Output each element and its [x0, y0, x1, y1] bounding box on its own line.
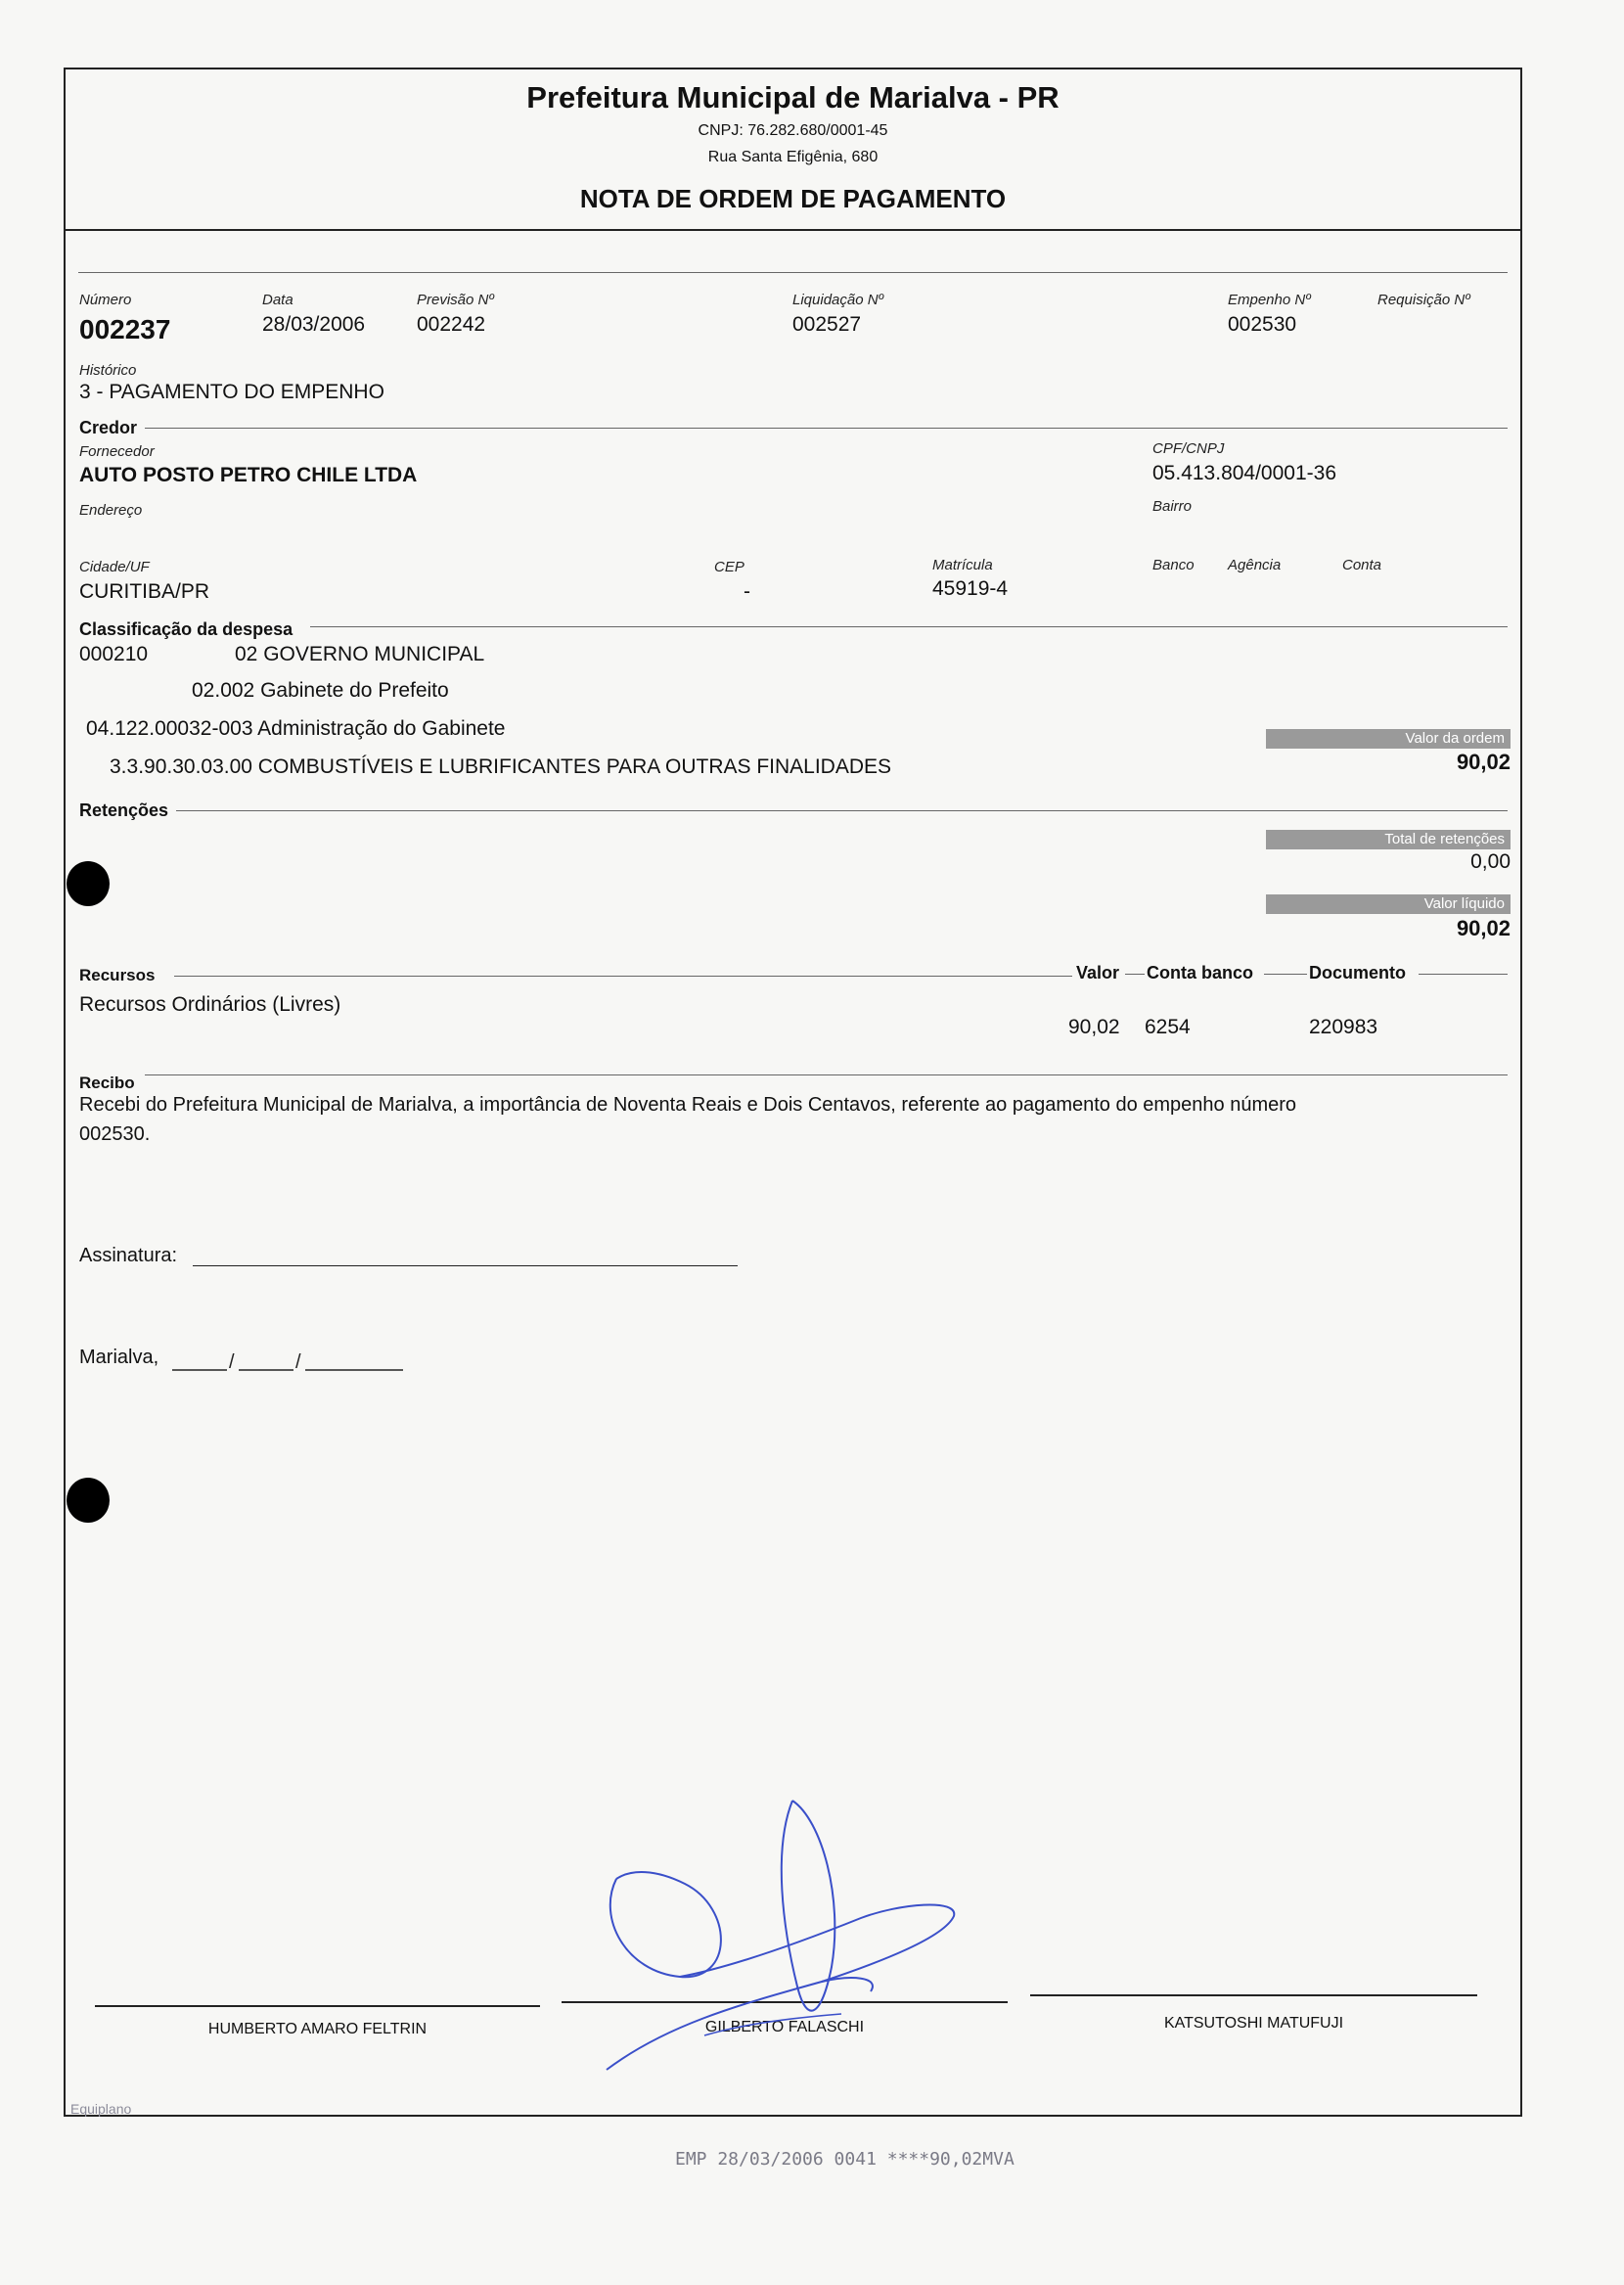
- recibo-section: Recibo: [79, 1074, 135, 1092]
- cep-value: -: [744, 580, 750, 603]
- requisicao-label: Requisição Nº: [1377, 292, 1470, 308]
- matricula-value: 45919-4: [932, 577, 1009, 600]
- cep-label: CEP: [714, 559, 744, 575]
- signatory-2: GILBERTO FALASCHI: [704, 2019, 865, 2035]
- fornecedor-value: AUTO POSTO PETRO CHILE LTDA: [79, 464, 418, 486]
- bairro-label: Bairro: [1152, 498, 1193, 515]
- svg-text:/: /: [229, 1351, 235, 1372]
- conta-label: Conta: [1342, 557, 1382, 573]
- recursos-rule-3: [1264, 974, 1307, 975]
- data-label: Data: [262, 292, 293, 308]
- header-divider: [64, 229, 1522, 231]
- signature-line-1: [95, 2005, 540, 2007]
- recibo-text-line2: 002530.: [79, 1123, 151, 1145]
- historico-label: Histórico: [79, 362, 137, 379]
- fornecedor-label: Fornecedor: [79, 443, 155, 460]
- svg-text:/: /: [295, 1351, 301, 1372]
- valor-liquido-label: Valor líquido: [1266, 894, 1511, 914]
- classificacao-org: 02 GOVERNO MUNICIPAL: [235, 643, 485, 665]
- mechanical-stamp: EMP 28/03/2006 0041 ****90,02MVA: [675, 2149, 1015, 2170]
- assinatura-label: Assinatura:: [79, 1245, 178, 1266]
- recibo-rule: [145, 1074, 1508, 1075]
- local-data-label: Marialva,: [79, 1347, 159, 1368]
- historico-value: 3 - PAGAMENTO DO EMPENHO: [79, 381, 384, 403]
- cpf-value: 05.413.804/0001-36: [1152, 462, 1337, 484]
- empenho-value: 002530: [1228, 313, 1297, 336]
- classificacao-program: 04.122.00032-003 Administração do Gabinete: [86, 717, 506, 740]
- data-value: 28/03/2006: [262, 313, 366, 336]
- cidade-value: CURITIBA/PR: [79, 580, 210, 603]
- agencia-label: Agência: [1228, 557, 1282, 573]
- total-retencoes-value: 0,00: [1470, 850, 1511, 873]
- valor-liquido-value: 90,02: [1456, 916, 1511, 940]
- classificacao-section: Classificação da despesa: [79, 619, 293, 639]
- liquidacao-label: Liquidação Nº: [792, 292, 884, 308]
- recursos-section: Recursos: [79, 966, 156, 984]
- empenho-label: Empenho Nº: [1228, 292, 1311, 308]
- date-blanks: [172, 1350, 407, 1372]
- equiplano-brand: Equiplano: [70, 2101, 132, 2117]
- recursos-rule: [174, 976, 1072, 977]
- recursos-valor-label: Valor: [1076, 963, 1120, 983]
- address-line: Rua Santa Efigênia, 680: [707, 149, 879, 165]
- classificacao-unit: 02.002 Gabinete do Prefeito: [192, 679, 449, 702]
- recursos-valor: 90,02: [1068, 1016, 1120, 1038]
- recursos-conta-label: Conta banco: [1147, 963, 1254, 983]
- valor-ordem-value: 90,02: [1456, 750, 1511, 774]
- signature-line-3: [1030, 1994, 1477, 1996]
- endereco-label: Endereço: [79, 502, 143, 519]
- recursos-rule-2: [1125, 974, 1145, 975]
- liquidacao-value: 002527: [792, 313, 862, 336]
- cpf-label: CPF/CNPJ: [1152, 440, 1225, 457]
- assinatura-line: [193, 1265, 738, 1266]
- matricula-label: Matrícula: [932, 557, 993, 573]
- recursos-rule-4: [1419, 974, 1508, 975]
- classificacao-element: 3.3.90.30.03.00 COMBUSTÍVEIS E LUBRIFICANTES PARA OUTRAS FINALIDADES: [110, 755, 892, 778]
- total-retencoes-label: Total de retenções: [1266, 830, 1511, 849]
- retencoes-section: Retenções: [79, 800, 169, 820]
- document-title: NOTA DE ORDEM DE PAGAMENTO: [579, 184, 1007, 213]
- recursos-documento-label: Documento: [1309, 963, 1406, 983]
- credor-rule: [145, 428, 1508, 429]
- entity-title: Prefeitura Municipal de Marialva - PR: [526, 80, 1060, 114]
- recursos-descricao: Recursos Ordinários (Livres): [79, 993, 341, 1016]
- punch-hole-bottom: [67, 1478, 110, 1523]
- valor-ordem-label: Valor da ordem: [1266, 729, 1511, 749]
- classificacao-rule: [310, 626, 1508, 627]
- signatory-3: KATSUTOSHI MATUFUJI: [1163, 2015, 1344, 2032]
- ids-divider: [78, 272, 1508, 273]
- numero-value: 002237: [79, 314, 171, 344]
- banco-label: Banco: [1152, 557, 1195, 573]
- cidade-label: Cidade/UF: [79, 559, 150, 575]
- previsao-label: Previsão Nº: [417, 292, 494, 308]
- classificacao-code: 000210: [79, 643, 149, 665]
- cnpj-line: CNPJ: 76.282.680/0001-45: [698, 122, 888, 139]
- handwritten-signature: [587, 1791, 998, 2084]
- numero-label: Número: [79, 292, 132, 308]
- signatory-1: HUMBERTO AMARO FELTRIN: [207, 2021, 428, 2037]
- recursos-documento: 220983: [1309, 1016, 1378, 1038]
- recibo-text-line1: Recebi do Prefeitura Municipal de Marialva, a importância de Noventa Reais e Dois Centavos, referente ao pagamento do empenho número: [79, 1094, 1297, 1116]
- retencoes-rule: [176, 810, 1508, 811]
- punch-hole-top: [67, 861, 110, 906]
- previsao-value: 002242: [417, 313, 486, 336]
- recursos-conta: 6254: [1145, 1016, 1191, 1038]
- credor-section: Credor: [79, 418, 138, 437]
